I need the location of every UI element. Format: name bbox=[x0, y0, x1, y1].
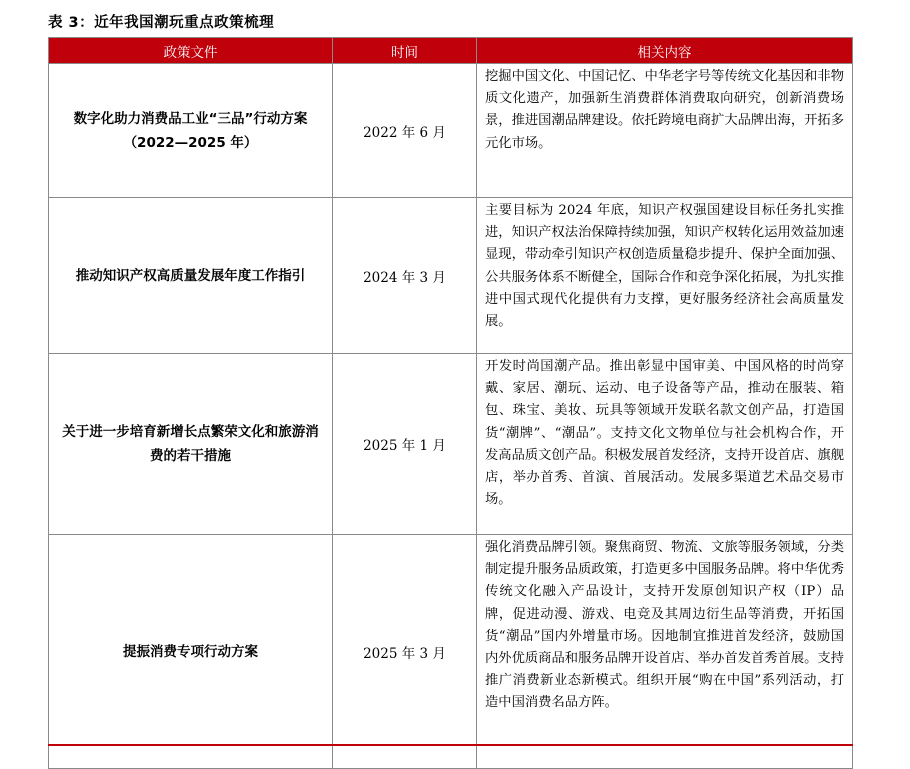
table-row bbox=[49, 535, 853, 769]
table-row bbox=[49, 64, 853, 198]
policy-content: 挖掘中国文化、中国记忆、中华老字号等传统文化基因和非物质文化遗产，加强新生消费群体消费取向研究，创新消费场景，推进国潮品牌建设。依托跨境电商扩大品牌出海，开拓多元化市场。 bbox=[477, 64, 853, 198]
policy-date: 2025 年 3 月 bbox=[333, 535, 477, 769]
policy-date: 2025 年 1 月 bbox=[333, 354, 477, 535]
policy-date: 2022 年 6 月 bbox=[333, 64, 477, 198]
policy-content: 强化消费品牌引领。聚焦商贸、物流、文旅等服务领域，分类制定提升服务品质政策，打造更多中国服务品牌。将中华优秀传统文化融入产品设计，支持开发原创知识产权（IP）品牌，促进动漫、游戏、电竞及其周边衍生品等消费，开拓国货“潮品”国内外增量市场。因地制宜推进首发经济，鼓励国内外优质商品和服务品牌开设首店、举办首发首秀首展。支持推广消费新业态新模式。组织开展“购在中国”系列活动，打造中国消费名品方阵。 bbox=[477, 535, 853, 769]
table-row bbox=[49, 198, 853, 354]
header-time: 时间 bbox=[333, 38, 477, 64]
table-header-row bbox=[49, 38, 853, 64]
policy-name: 数字化助力消费品工业“三品”行动方案（2022—2025 年） bbox=[49, 64, 333, 198]
policy-table bbox=[48, 37, 853, 769]
policy-name: 关于进一步培育新增长点繁荣文化和旅游消费的若干措施 bbox=[49, 354, 333, 535]
policy-content: 开发时尚国潮产品。推出彰显中国审美、中国风格的时尚穿戴、家居、潮玩、运动、电子设备等产品，推动在服装、箱包、珠宝、美妆、玩具等领域开发联名款文创产品，打造国货“潮牌”、“潮品”。支持文化文物单位与社会机构合作，开发高品质文创产品。积极发展首发经济，支持开设首店、旗舰店，举办首秀、首演、首展活动。发展多渠道艺术品交易市场。 bbox=[477, 354, 853, 535]
table-row bbox=[49, 354, 853, 535]
table-caption: 表 3：近年我国潮玩重点政策梳理 bbox=[48, 15, 275, 31]
policy-name: 提振消费专项行动方案 bbox=[49, 535, 333, 769]
table-bottom-rule bbox=[48, 744, 853, 746]
policy-content: 主要目标为 2024 年底，知识产权强国建设目标任务扎实推进，知识产权法治保障持续加强，知识产权转化运用效益加速显现，带动牵引知识产权创造质量稳步提升、保护全面加强、公共服务体系不断健全，国际合作和竞争深化拓展，为扎实推进中国式现代化提供有力支撑，更好服务经济社会高质量发展。 bbox=[477, 198, 853, 354]
policy-date: 2024 年 3 月 bbox=[333, 198, 477, 354]
header-related-content: 相关内容 bbox=[477, 38, 853, 64]
policy-name: 推动知识产权高质量发展年度工作指引 bbox=[49, 198, 333, 354]
header-policy-document: 政策文件 bbox=[49, 38, 333, 64]
